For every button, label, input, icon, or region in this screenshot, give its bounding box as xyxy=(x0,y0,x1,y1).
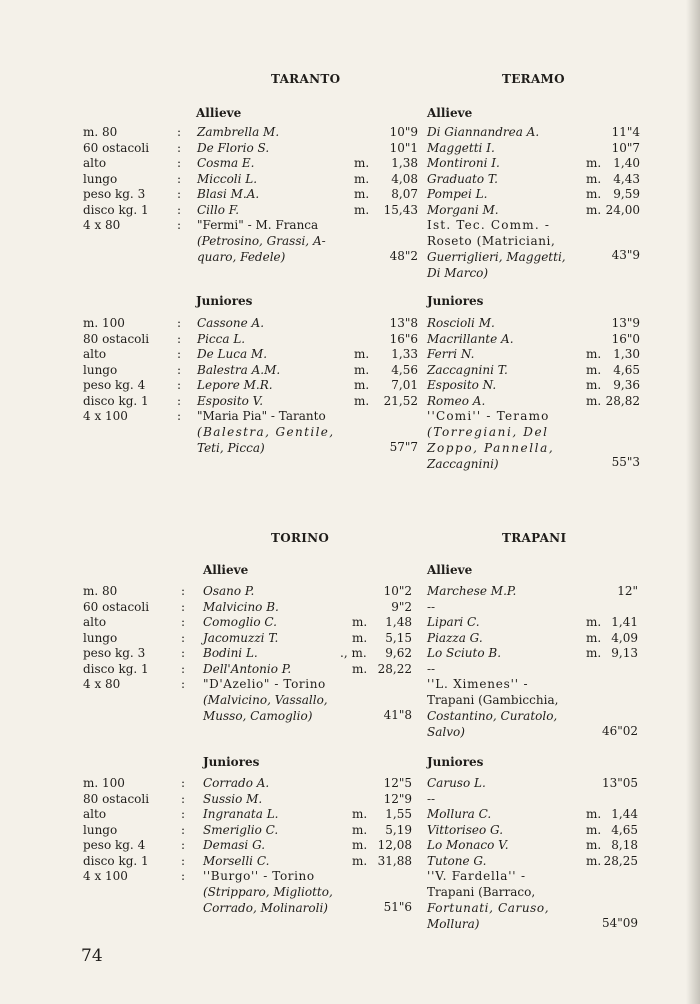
page-number: 74 xyxy=(81,946,103,966)
relay-team: ''V. Fardella'' - Trapani (Barraco, Fortunati, Caruso, Mollura) xyxy=(427,869,550,931)
category-allieve: Allieve xyxy=(196,106,242,120)
athlete-list: Zambrella M. De Florio S. Cosma E. Miccoli L. Blasi M.A. Cillo F. xyxy=(197,125,280,217)
relay-team: Ist. Tec. Comm. - Roseto (Matriciani, Guerriglieri, Maggetti, Di Marco) xyxy=(427,218,566,280)
relay-time: 55"3 xyxy=(611,455,640,469)
athlete-list: Caruso L. -- Mollura C. Vittoriseo G. Lo Monaco V. Tutone G. xyxy=(427,776,509,868)
category-allieve: Allieve xyxy=(427,106,473,120)
unit-column: m. m. m. m. xyxy=(352,807,368,868)
category-allieve: Allieve xyxy=(427,563,473,577)
unit-column: m. m. m. m. xyxy=(354,347,370,408)
city-heading-teramo: TERAMO xyxy=(502,72,565,86)
relay-team: ''Comi'' - Teramo (Torregiani, Del Zoppo, Pannella, Zaccagnini) xyxy=(427,409,555,471)
colon-column: : : : : : : : xyxy=(181,584,186,691)
city-heading-taranto: TARANTO xyxy=(271,72,341,86)
relay-team: "D'Azelio" - Torino (Malvicino, Vassallo, Musso, Camoglio) xyxy=(203,677,328,723)
unit-column: m. m. m. m. xyxy=(586,807,602,868)
unit-column: m. m. m. m. xyxy=(354,156,370,217)
category-juniores: Juniores xyxy=(427,755,484,769)
relay-time: 41"8 xyxy=(383,708,412,722)
athlete-list: Di Giannandrea A. Maggetti I. Montironi I. Graduato T. Pompei L. Morgani M. xyxy=(427,125,540,217)
city-heading-trapani: TRAPANI xyxy=(502,531,567,545)
relay-time: 57"7 xyxy=(389,440,418,454)
unit-column: m. m. ., m. m. xyxy=(340,615,368,676)
athlete-list: Roscioli M. Macrillante A. Ferri N. Zaccagnini T. Esposito N. Romeo A. xyxy=(427,316,514,408)
athlete-list: Corrado A. Sussio M. Ingranata L. Smeriglio C. Demasi G. Morselli C. xyxy=(203,776,279,868)
category-juniores: Juniores xyxy=(203,755,260,769)
result-column: 13"8 16"6 1,33 4,56 7,01 21,52 xyxy=(383,316,418,408)
athlete-list: Cassone A. Picca L. De Luca M. Balestra A.M. Lepore M.R. Esposito V. xyxy=(197,316,281,408)
athlete-list: Osano P. Malvicino B. Comoglio C. Jacomuzzi T. Bodini L. Dell'Antonio P. xyxy=(203,584,292,676)
relay-team: "Fermi" - M. Franca (Petrosino, Grassi, A- quaro, Fedele) xyxy=(197,218,326,264)
event-list: m. 100 80 ostacoli alto lungo peso kg. 4 disco kg. 1 4 x 100 xyxy=(83,776,150,883)
athlete-list: Marchese M.P. -- Lipari C. Piazza G. Lo Sciuto B. -- xyxy=(427,584,517,676)
unit-column: m. m. m. xyxy=(586,615,602,660)
relay-time: 54"09 xyxy=(601,916,638,930)
relay-time: 46"02 xyxy=(601,724,638,738)
colon-column: : : : : : : : xyxy=(177,316,182,423)
result-column: 12" 1,41 4,09 9,13 xyxy=(611,584,638,660)
relay-time: 51"6 xyxy=(383,900,412,914)
event-list: m. 80 60 ostacoli alto lungo peso kg. 3 disco kg. 1 4 x 80 xyxy=(83,125,150,232)
city-heading-torino: TORINO xyxy=(271,531,330,545)
category-allieve: Allieve xyxy=(203,563,249,577)
unit-column: m. m. m. m. xyxy=(586,347,602,408)
result-column: 11"4 10"7 1,40 4,43 9,59 24,00 xyxy=(605,125,640,217)
colon-column: : : : : : : : xyxy=(177,125,182,232)
event-list: m. 80 60 ostacoli alto lungo peso kg. 3 disco kg. 1 4 x 80 xyxy=(83,584,150,691)
page-edge-shadow xyxy=(686,0,700,1004)
relay-team: "Maria Pia" - Taranto (Balestra, Gentile, Teti, Picca) xyxy=(197,409,335,455)
result-column: 13"9 16"0 1,30 4,65 9,36 28,82 xyxy=(605,316,640,408)
relay-time: 43"9 xyxy=(611,248,640,262)
result-column: 13"05 1,44 4,65 8,18 28,25 xyxy=(601,776,638,868)
event-list: m. 100 80 ostacoli alto lungo peso kg. 4 disco kg. 1 4 x 100 xyxy=(83,316,150,423)
result-column: 10"9 10"1 1,38 4,08 8,07 15,43 xyxy=(383,125,418,217)
relay-team: ''L. Ximenes'' - Trapani (Gambicchia, Costantino, Curatolo, Salvo) xyxy=(427,677,559,739)
result-column: 10"2 9"2 1,48 5,15 9,62 28,22 xyxy=(377,584,412,676)
result-column: 12"5 12"9 1,55 5,19 12,08 31,88 xyxy=(377,776,412,868)
category-juniores: Juniores xyxy=(427,294,484,308)
category-juniores: Juniores xyxy=(196,294,253,308)
colon-column: : : : : : : : xyxy=(181,776,186,883)
unit-column: m. m. m. m. xyxy=(586,156,602,217)
relay-team: ''Burgo'' - Torino (Stripparo, Migliotto, Corrado, Molinaroli) xyxy=(203,869,333,915)
relay-time: 48"2 xyxy=(389,249,418,263)
